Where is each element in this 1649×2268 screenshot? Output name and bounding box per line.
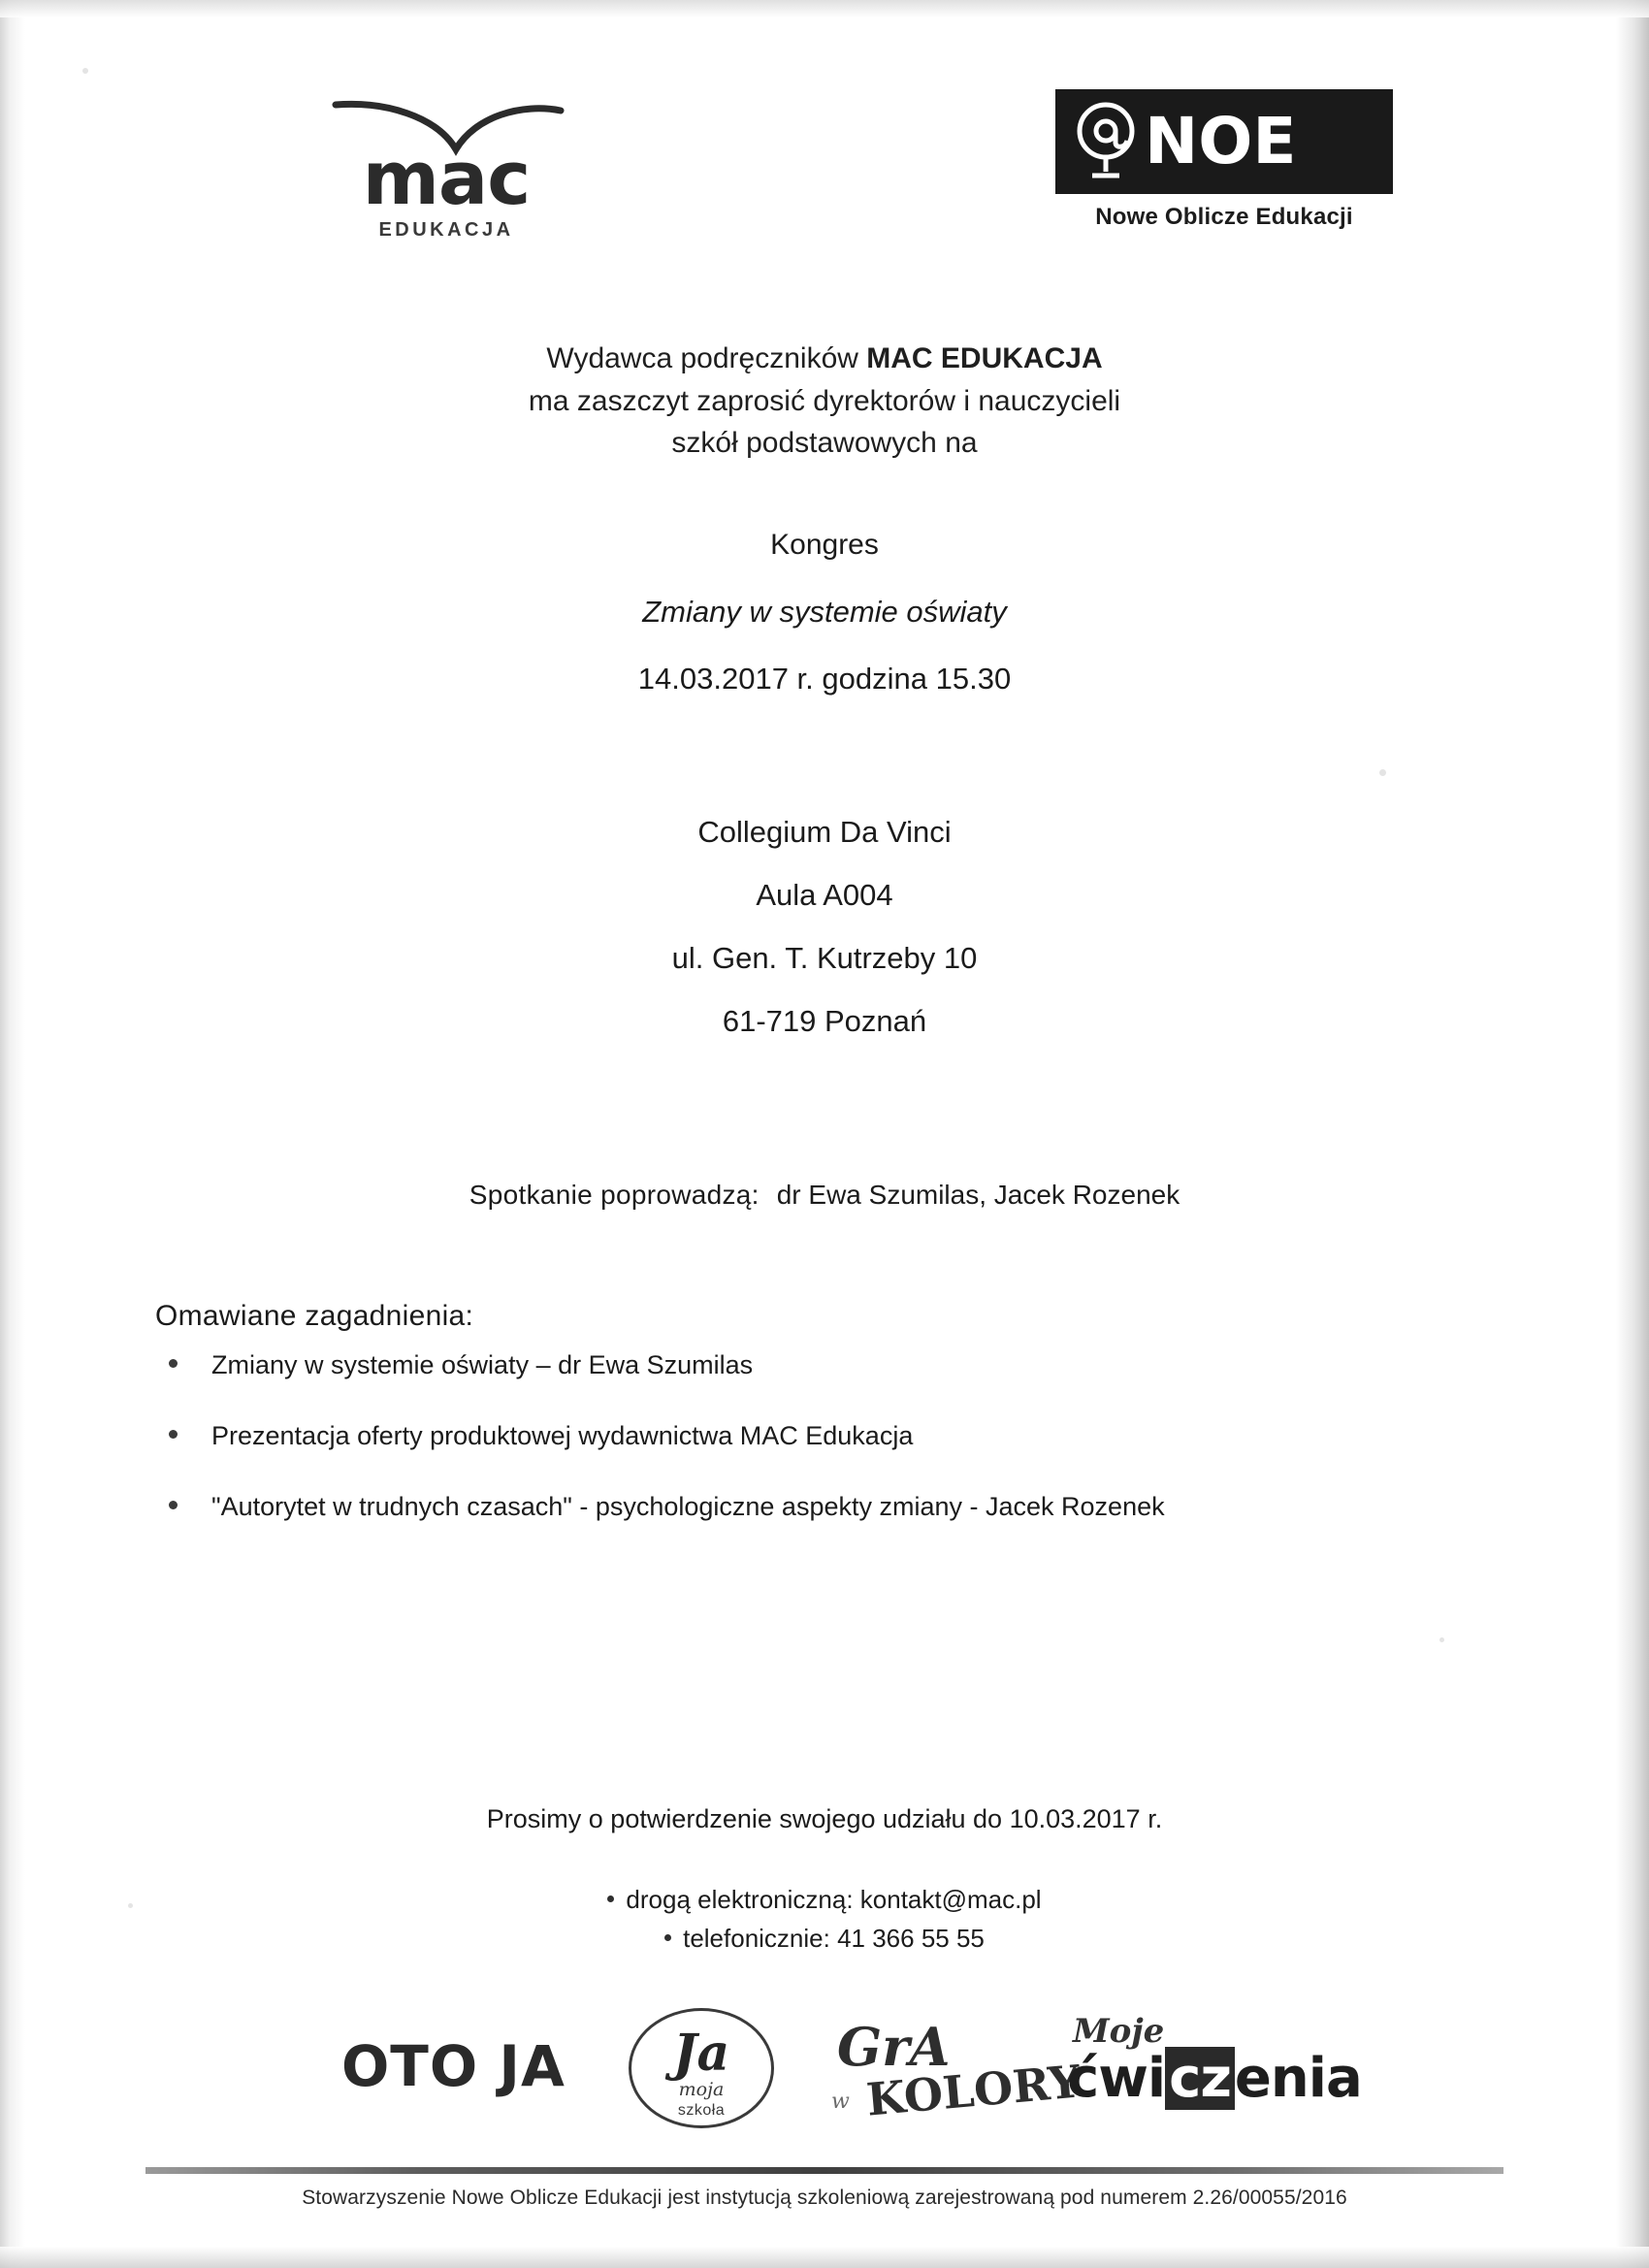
footer-note: Stowarzyszenie Nowe Oblicze Edukacji jest instytucją szkoleniową zarejestrowaną pod numerem 2.26/00055/2016 [302,2187,1347,2209]
invitation-text [0,338,1649,465]
at-globe-icon [1071,100,1141,183]
noe-caption: Nowe Oblicze Edukacji [1095,204,1353,230]
contact-block [0,1880,1649,1959]
brand-moje-word: Moje [1073,2012,1165,2051]
brand-ja-main: Ja [672,2024,730,2083]
scan-speck [1379,769,1386,776]
brand-logo-moje-cwiczenia [1067,2012,1387,2108]
list-item [155,1348,1416,1382]
brand-logo-gra-w-kolory [820,2014,1083,2130]
event-type: Kongres [770,529,879,561]
bullet-icon [607,1895,614,1902]
brand-cwiczenia-part2: cz [1165,2047,1235,2110]
topics-list [155,1348,1416,1561]
noe-logo [1055,89,1405,231]
brand-logo-ja-moja-szkola [629,2008,774,2128]
topic-text: "Autorytet w trudnych czasach" - psychologiczne aspekty zmiany - Jacek Rozenek [211,1492,1165,1522]
logo-row [0,89,1649,303]
hosts-label: Spotkanie poprowadzą: [469,1180,760,1210]
brand-cwiczenia-part1: ćwi [1067,2047,1166,2110]
brand-kolory-word: KOLORY [864,2055,1083,2126]
topics-heading: Omawiane zagadnienia: [155,1300,474,1332]
footer-divider [146,2167,1504,2174]
scan-speck [82,68,88,74]
brand-logo-oto-ja: OTO JA [341,2033,566,2099]
mac-subtitle: EDUKACJA [378,219,514,242]
scan-speck [1439,1637,1444,1642]
contact-email-line [0,1880,1649,1919]
list-item [155,1490,1416,1524]
invitation-line-1-prefix: Wydawca podręczników [546,342,867,374]
brand-cwiczenia-part3: enia [1234,2047,1362,2110]
topic-text: Zmiany w systemie oświaty – dr Ewa Szumilas [211,1350,754,1379]
mac-swoosh-icon [332,99,572,159]
bullet-icon [169,1501,178,1509]
brand-ja-sub1: moja [678,2079,725,2100]
venue-room: Aula A004 [756,878,893,913]
invitation-line-1 [0,338,1649,380]
event-date-time: 14.03.2017 r. godzina 15.30 [637,662,1012,696]
contact-email-text: drogą elektroniczną: kontakt@mac.pl [626,1885,1042,1914]
event-title: Zmiany w systemie oświaty [642,595,1007,629]
noe-logo-box [1055,89,1393,194]
list-item [155,1419,1416,1453]
topic-text: Prezentacja oferty produktowej wydawnictwa MAC Edukacja [211,1421,914,1451]
contact-phone-line [0,1919,1649,1958]
venue-name: Collegium Da Vinci [697,815,952,849]
noe-wordmark: NOE [1145,104,1297,178]
brand-gra-prefix: w [831,2090,850,2114]
brand-gra-word: GrA [837,2016,951,2078]
scan-edge-bottom [0,2247,1649,2268]
venue-block [0,800,1649,1053]
invitation-line-3: szkół podstawowych na [671,427,978,459]
bullet-icon [664,1934,671,1941]
invitation-line-2: ma zaszczyt zaprosić dyrektorów i nauczycieli [528,384,1121,417]
bullet-icon [169,1359,178,1368]
contact-phone-text: telefonicznie: 41 366 55 55 [683,1924,985,1954]
brand-cwiczenia-word [1067,2047,1387,2110]
hosts-line [0,1180,1649,1211]
rsvp-text: Prosimy o potwierdzenie swojego udziału do 10.03.2017 r. [486,1804,1163,1833]
mac-wordmark: mac [362,135,531,221]
bullet-icon [169,1430,178,1439]
mac-edukacja-logo [320,99,572,242]
venue-street: ul. Gen. T. Kutrzeby 10 [671,941,978,976]
brand-logo-strip [0,1998,1649,2144]
venue-city: 61-719 Poznań [722,1004,927,1039]
scan-edge-top [0,0,1649,17]
hosts-names: dr Ewa Szumilas, Jacek Rozenek [776,1180,1180,1210]
invitation-publisher-name: MAC EDUKACJA [866,342,1103,374]
brand-ja-sub2: szkoła [677,2102,726,2119]
